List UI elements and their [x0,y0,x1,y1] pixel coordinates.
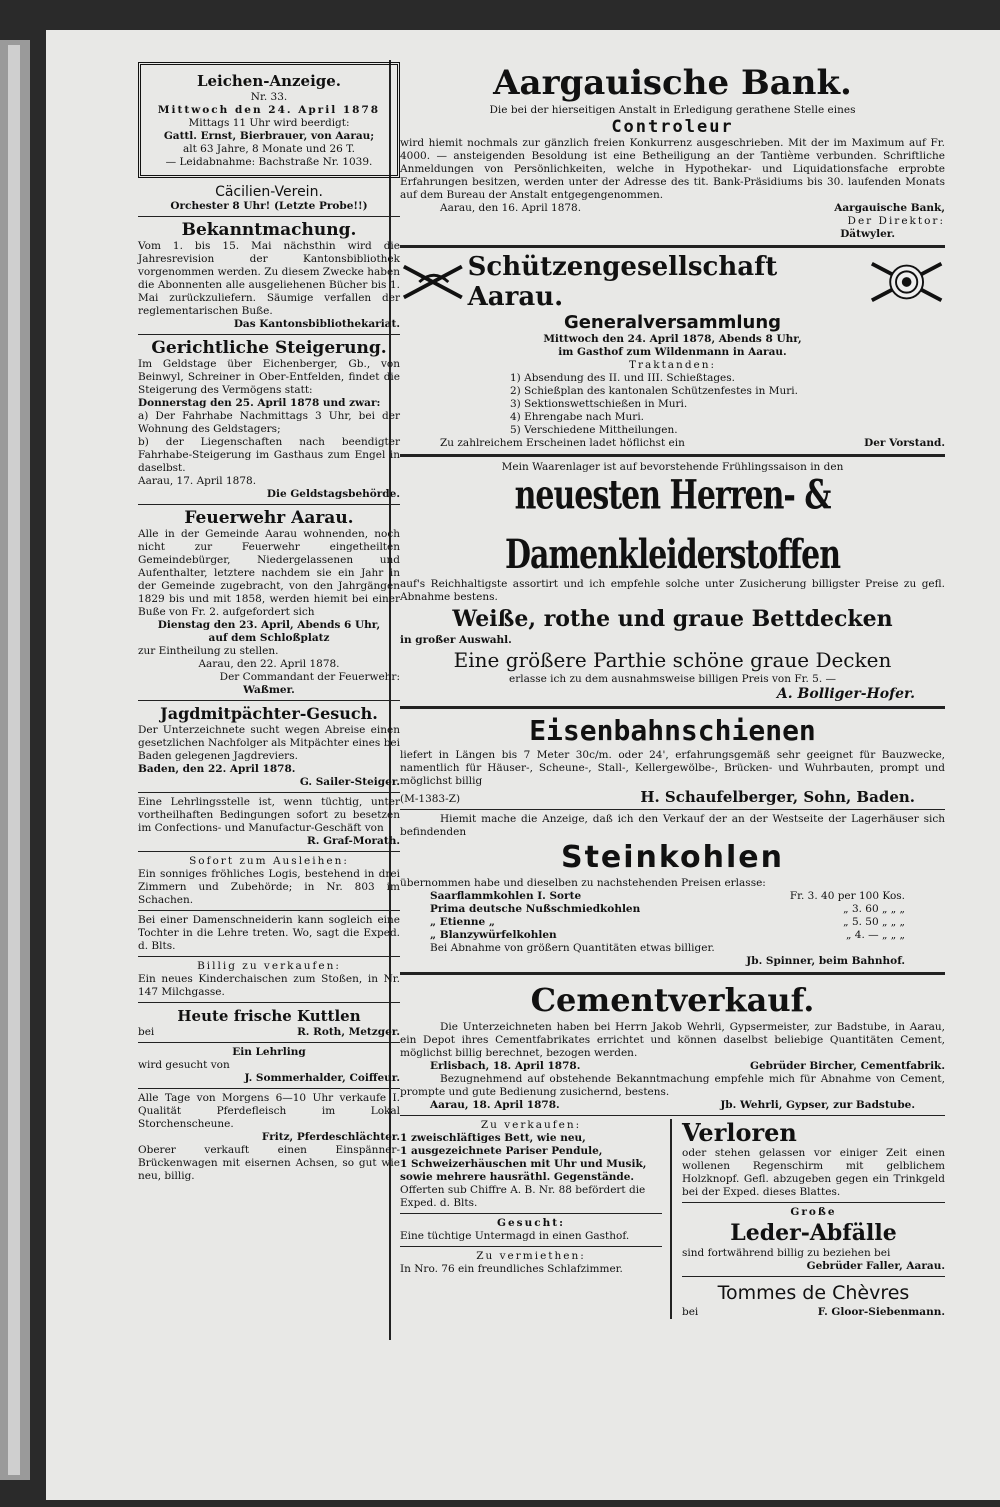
caecilien-title: Cäcilien-Verein. [215,184,323,200]
divider [400,972,945,975]
crossed-rifles-icon [400,260,468,304]
schuetzen-header [400,252,945,312]
bank-place: Aarau, den 16. April 1878. [440,202,582,214]
verloren-body: oder stehen gelassen vor einiger Zeit einen wollenen Regenschirm mit gelblichem Holzknopf. Gefl. abzugeben gegen ein Trinkgeld bei der Exped. dieses Blattes. [682,1147,945,1198]
feuerwehr-place: auf dem Schloßplatz [208,632,330,644]
bekannt-body: Vom 1. bis 15. Mai nächsthin wird die Jahresrevision der Kantonsbibliothek vorgenommen werden. Zu diesem Zwecke haben die Abonnenten alle ausgeliehenen Bücher bis 1. Mai zurückzuliefern. Säumige verfallen der reglementarischen Buße. [138,240,400,317]
divider [682,1202,945,1203]
schuetzen-invite: Zu zahlreichem Erscheinen ladet höflichst ein [440,437,685,449]
zuverkaufen-item: Offerten sub Chiffre A. B. Nr. 88 befördert die Exped. d. Blts. [400,1184,646,1209]
left-column [138,62,400,1183]
leichen-anzeige [138,62,400,178]
leichen-nr: Nr. 33. [250,91,288,103]
zuverkaufen-item: 1 zweischläftiges Bett, wie neu, [400,1132,586,1144]
leichen-line5: — Leidabnahme: Bachstraße Nr. 1039. [165,156,373,168]
gericht-a: a) Der Fahrhabe Nachmittags 3 Uhr, bei der Wohnung des Geldstagers; [138,410,400,435]
divider [400,706,945,709]
tommes-title: Tommes de Chèvres [717,1282,910,1304]
kohlen-intro: Hiemit mache die Anzeige, daß ich den Verkauf der an der Westseite der Lagerhäuser sich befindenden [400,813,945,838]
divider [400,809,945,810]
kleider-partie: Eine größere Parthie schöne graue Decken [453,648,892,672]
schuetzen-sub: Generalversammlung [563,312,782,333]
eisen-title: Eisenbahnschienen [529,714,816,747]
cement-body: Die Unterzeichneten haben bei Herrn Jakob Wehrli, Gypsermeister, zur Badstube, in Aarau, ein Depot ihres Cementfabrikates errichtet und können daselbst beliebige Quantitäten Cement, möglichst billig berechnet, bezogen werden. [400,1021,945,1059]
lehrling2-sig: J. Sommerhalder, Coiffeur. [244,1072,400,1084]
divider [400,1246,662,1247]
leder-sig: Gebrüder Faller, Aarau. [806,1260,945,1272]
kohlen-row-name: Saarflammkohlen I. Sorte [430,890,582,902]
eisen-sig: H. Schaufelberger, Sohn, Baden. [640,788,915,806]
tommes-line [682,1306,945,1319]
tommes-sig: F. Gloor-Siebenmann. [817,1306,945,1318]
feuerwehr-end: zur Eintheilung zu stellen. [138,645,279,657]
kleider-intro: Mein Waarenlager ist auf bevorstehende Frühlingssaison in den [501,461,844,473]
vermieten-body: In Nro. 76 ein freundliches Schlafzimmer. [400,1263,623,1275]
gericht-sig: Die Geldstagsbehörde. [266,488,400,500]
leichen-title: Leichen-Anzeige. [196,72,342,90]
vermieten-head: Zu vermiethen: [476,1250,586,1262]
caecilien-line: Orchester 8 Uhr! (Letzte Probe!!) [170,200,368,212]
lehrling2-title: Ein Lehrling [232,1046,306,1058]
divider [138,910,400,911]
kohlen-note: Bei Abnahme von größern Quantitäten etwas billiger. [430,942,715,954]
leichen-date: Mittwoch den 24. April 1878 [157,104,381,116]
schuetzen-item: 5) Verschiedene Mittheilungen. [510,424,678,436]
feuerwehr-title: Feuerwehr Aarau. [184,508,354,528]
schuetzen-title: Schützengesellschaft Aarau. [467,252,778,312]
kohlen-row-name: „ Etienne „ [430,916,495,928]
eisen-footer [400,788,945,806]
feuerwehr-date: Dienstag den 23. April, Abends 6 Uhr, [157,619,381,631]
bank-title: Aargauische Bank. [493,63,852,103]
bank-position: Controleur [611,117,734,137]
bank-sig2: Der Direktor: [847,215,945,227]
cement-title: Cementverkauf. [530,981,815,1019]
cement-footer [400,1060,945,1073]
kohlen-row-price: „ 3. 60 „ „ „ [843,903,905,915]
divider [400,245,945,248]
divider [400,1213,662,1214]
jagd-sig: G. Sailer-Steiger. [299,776,400,788]
feuerwehr-sig: Waßmer. [243,684,295,696]
kohlen-sig: Jb. Spinner, beim Bahnhof. [746,955,905,967]
leichen-line2: Mittags 11 Uhr wird beerdigt: [188,117,350,129]
feuerwehr-dated: Aarau, den 22. April 1878. [198,658,340,670]
divider [138,334,400,335]
bekannt-sig: Das Kantonsbibliothekariat. [233,318,400,330]
gericht-place: Aarau, 17. April 1878. [138,475,257,487]
divider [682,1276,945,1277]
kuttlen-title: Heute frische Kuttlen [177,1007,361,1025]
kleider-preis: erlasse ich zu dem ausnahmsweise billigen Preis von Fr. 5. — [508,673,837,685]
divider [400,1115,945,1116]
billig-head: Billig zu verkaufen: [197,960,341,972]
schuetzen-item: 3) Sektionswettschießen in Muri. [510,398,688,410]
logis-body: Ein sonniges fröhliches Logis, bestehend in drei Zimmern und Zubehörde; in Nr. 803 im Schachen. [138,868,400,906]
divider [138,851,400,852]
gesucht-head: Gesucht: [497,1217,565,1229]
target-icon [868,257,945,307]
feuerwehr-body: Alle in der Gemeinde Aarau wohnenden, noch nicht zur Feuerwehr eingetheilten Gemeindebürger, Niedergelassenen und Aufenthalter, letztere nachdem sie ein Jahr in der Gemeinde zugebracht, von den Jahrgängen 1829 bis und mit 1858, werden hiemit bei einer Buße von Fr. 2. aufgefordert sich [138,528,400,618]
pferd-sig: Fritz, Pferdeschlächter. [261,1131,400,1143]
eisen-body: liefert in Längen bis 7 Meter 30c/m. oder 24', erfahrungsgemäß sehr geeignet für Bauzwecke, namentlich für Häuser-, Scheune-, Stall-, Kellergewölbe-, Brücken- und Wuhrbauten, prompt und möglichst billig [400,749,945,787]
tommes-bei: bei [682,1306,699,1318]
divider [138,792,400,793]
lehrling2-body: wird gesucht von [138,1059,230,1071]
schuetzen-item: 4) Ehrengabe nach Muri. [510,411,645,423]
kleider-auswahl: in großer Auswahl. [400,634,512,646]
kohlen-row [430,903,905,916]
kuttlen-bei: bei [138,1026,155,1038]
divider [138,216,400,217]
kohlen-row-name: „ Blanzywürfelkohlen [430,929,557,941]
zuverkaufen-item: sowie mehrere hausräthl. Gegenstände. [400,1171,635,1183]
kleider-sig: A. Bolliger-Hofer. [776,686,915,702]
schuetzen-item: 1) Absendung des II. und III. Schießtages. [510,372,735,384]
kleider-bett: Weiße, rothe und graue Bettdecken [452,606,893,632]
kohlen-row-price: „ 4. — „ „ „ [846,929,905,941]
kleider-headline: neuesten Herren- & Damenkleiderstoffen [504,472,841,579]
eisen-code: (M-1383-Z) [400,793,461,805]
zuverkaufen-item: 1 ausgezeichnete Pariser Pendule, [400,1145,603,1157]
leichen-line4: alt 63 Jahre, 8 Monate und 26 T. [183,143,355,155]
kohlen-row [430,890,905,903]
kuttlen-line [138,1026,400,1039]
jagd-place: Baden, den 22. April 1878. [138,763,296,775]
schuetzen-sig: Der Vorstand. [864,437,945,449]
bottom-split [400,1119,945,1319]
leichen-line3: Gattl. Ernst, Bierbrauer, von Aarau; [163,130,375,142]
schuetzen-place: im Gasthof zum Wildenmann in Aarau. [558,346,787,358]
cement-sig2: Jb. Wehrli, Gypser, zur Badstube. [720,1099,915,1111]
bank-sig3: Dätwyler. [840,228,895,240]
logis-head: Sofort zum Ausleihen: [189,855,349,867]
kohlen-row-price: Fr. 3. 40 per 100 Kos. [789,890,905,902]
right-column [400,62,945,1319]
zuverkaufen-head: Zu verkaufen: [480,1119,582,1131]
gericht-date: Donnerstag den 25. April 1878 und zwar: [138,397,381,409]
gericht-b: b) der Liegenschaften nach beendigter Fahrhabe-Steigerung im Gasthaus zum Engel in daselbst. [138,436,400,474]
leder-title: Leder-Abfälle [730,1220,897,1246]
kuttlen-sig: R. Roth, Metzger. [297,1026,400,1038]
damen-body: Bei einer Damenschneiderin kann sogleich eine Tochter in die Lehre treten. Wo, sagt die Exped. d. Blts. [138,914,400,952]
divider [138,1088,400,1089]
schuetzen-item: 2) Schießplan des kantonalen Schützenfestes in Muri. [510,385,798,397]
scan-edge-inner [8,45,20,1475]
feuerwehr-cmd: Der Commandant der Feuerwehr: [219,671,400,683]
bank-sig1: Aargauische Bank, [834,202,945,214]
divider [138,1042,400,1043]
divider [138,1002,400,1003]
verloren-title: Verloren [682,1118,797,1147]
kohlen-row-name: Prima deutsche Nußschmiedkohlen [430,903,641,915]
gericht-body: Im Geldstage über Eichenberger, Gb., von Beinwyl, Schreiner in Ober-Entfelden, findet die Steigerung des Vermögens statt: [138,358,400,396]
jagd-body: Der Unterzeichnete sucht wegen Abreise einen gesetzlichen Nachfolger als Mitpächter eines bei Baden gelegenen Jagdreviers. [138,724,400,762]
schuetzen-items [400,372,945,437]
kohlen-title: Steinkohlen [560,840,785,875]
cement-body2: Bezugnehmend auf obstehende Bekanntmachung empfehle mich für Abnahme von Cement, prompte und gute Bedienung zusichernd, bestens. [400,1073,945,1098]
kohlen-intro2: übernommen habe und dieselben zu nachstehenden Preisen erlasse: [400,877,766,889]
leder-body: sind fortwährend billig zu beziehen bei [682,1247,891,1259]
divider [138,700,400,701]
cement-footer2 [400,1099,945,1112]
kohlen-row [430,916,905,929]
schuetzen-footer [400,437,945,450]
divider [138,504,400,505]
kohlen-row-price: „ 5. 50 „ „ „ [843,916,905,928]
divider [400,454,945,457]
bank-footer [400,202,945,215]
leder-pre: Große [790,1206,837,1218]
bank-intro: Die bei der hierseitigen Anstalt in Erledigung gerathene Stelle eines [489,104,856,116]
lehrling-body: Eine Lehrlingsstelle ist, wenn tüchtig, unter vortheilhaften Bedingungen sofort zu besetzen im Confections- und Manufactur-Geschäft von [138,796,400,834]
lehrling-sig: R. Graf-Morath. [307,835,400,847]
cement-place2: Aarau, 18. April 1878. [430,1099,560,1111]
pferd-body: Alle Tage von Morgens 6—10 Uhr verkaufe I. Qualität Pferdefleisch im Lokal Storchenscheune. [138,1092,400,1130]
gericht-title: Gerichtliche Steigerung. [151,338,387,358]
cement-place: Erlisbach, 18. April 1878. [430,1060,581,1072]
kleider-body: auf's Reichhaltigste assortirt und ich empfehle solche unter Zusicherung billigster Preise zu gefl. Abnahme bestens. [400,578,945,603]
gesucht-body: Eine tüchtige Untermagd in einen Gasthof. [400,1230,630,1242]
kohlen-row [430,929,905,942]
kohlen-prices [400,890,945,942]
bekannt-title: Bekanntmachung. [181,220,357,240]
wagen-body: Oberer verkauft einen Einspänner-Brückenwagen mit eisernen Achsen, so gut wie neu, billig. [138,1144,400,1182]
schuetzen-date: Mittwoch den 24. April 1878, Abends 8 Uhr, [543,333,802,345]
billig-body: Ein neues Kinderchaischen zum Stoßen, in Nr. 147 Milchgasse. [138,973,400,998]
cement-sig: Gebrüder Bircher, Cementfabrik. [750,1060,945,1072]
bottom-right [672,1119,945,1319]
zuverkaufen-item: 1 Schweizerhäuschen mit Uhr und Musik, [400,1158,647,1170]
schuetzen-trakt: Traktanden: [628,359,717,371]
divider [138,956,400,957]
bank-body: wird hiemit nochmals zur gänzlich freien Konkurrenz ausgeschrieben. Mit der im Maximum auf Fr. 4000. — ansteigenden Besoldung ist eine Betheiligung an der Tantième verbunden. Schriftliche Anmeldungen von Persönlichkeiten, welche in Hypothekar- und Liquidationsfache erprobte Erfahrungen besitzen, werden unter der Adresse des tit. Bank-Präsidiums bis 30. laufenden Monats auf dem Bureau der Anstalt entgegengenommen. [400,137,945,201]
bottom-left [400,1119,672,1319]
jagd-title: Jagdmitpächter-Gesuch. [160,704,378,723]
